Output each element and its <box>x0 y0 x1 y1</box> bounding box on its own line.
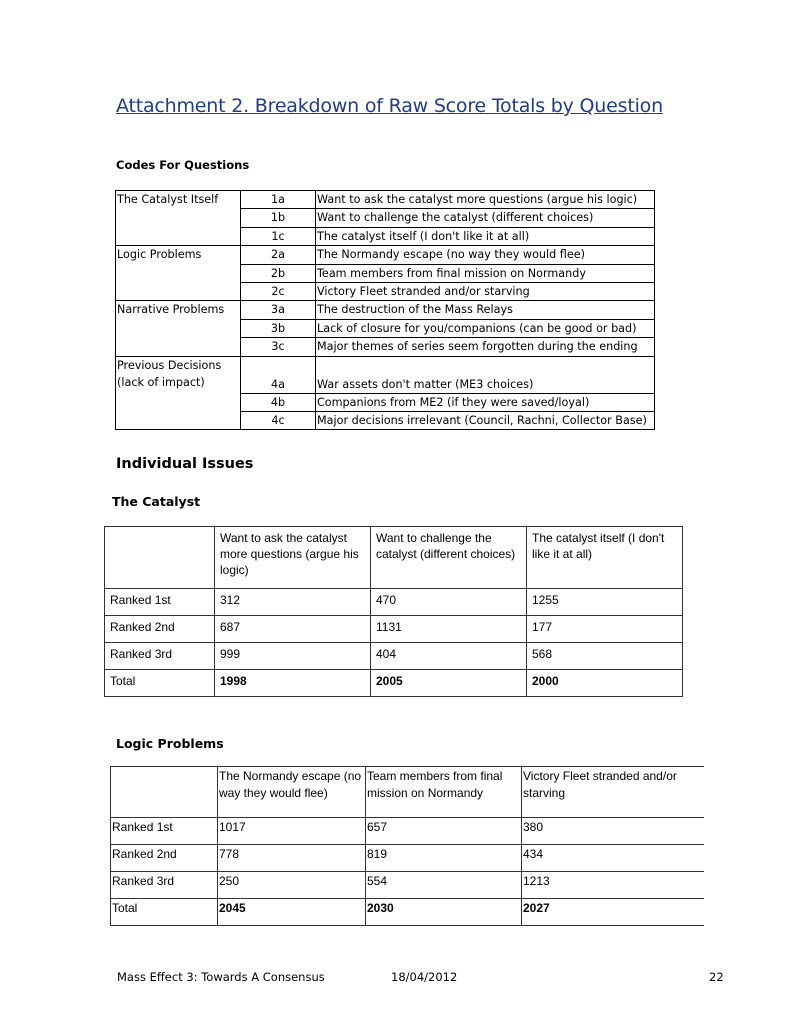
table-cell: 1213 <box>522 872 705 899</box>
page-title: Attachment 2. Breakdown of Raw Score Totals by Question <box>116 95 663 117</box>
column-header: Team members from final mission on Normandy <box>366 767 522 818</box>
table-cell: 999 <box>215 643 371 670</box>
column-header: Victory Fleet stranded and/or starving <box>522 767 705 818</box>
logic-problems-table <box>110 766 704 926</box>
code-cell: 4b <box>241 393 316 411</box>
codes-heading: Codes For Questions <box>116 158 250 172</box>
individual-issues-heading: Individual Issues <box>116 456 254 472</box>
group-label: Previous Decisions (lack of impact) <box>116 356 241 393</box>
table-cell: 1017 <box>218 818 366 845</box>
catalyst-table <box>104 526 683 697</box>
codes-table <box>115 190 655 430</box>
code-cell: 4a <box>241 356 316 393</box>
total-cell: 2000 <box>527 670 683 697</box>
code-description: Companions from ME2 (if they were saved/loyal) <box>316 393 655 411</box>
table-row <box>116 209 655 227</box>
table-cell: 1255 <box>527 589 683 616</box>
table-row <box>111 818 705 845</box>
footer-date: 18/04/2012 <box>391 970 458 984</box>
group-label-empty <box>116 282 241 300</box>
table-row <box>111 899 705 926</box>
table-row <box>105 670 683 697</box>
table-header-row <box>111 767 705 818</box>
table-row <box>116 393 655 411</box>
total-cell: 2045 <box>218 899 366 926</box>
table-row <box>105 616 683 643</box>
column-header: Want to ask the catalyst more questions (argue his logic) <box>215 527 371 589</box>
group-label-empty <box>116 227 241 245</box>
table-row <box>116 356 655 393</box>
table-row <box>116 246 655 264</box>
footer-page-number: 22 <box>709 970 724 984</box>
logic-heading: Logic Problems <box>116 736 224 751</box>
code-description: The Normandy escape (no way they would flee) <box>316 246 655 264</box>
row-label: Ranked 2nd <box>111 845 218 872</box>
code-cell: 3b <box>241 319 316 337</box>
row-label: Ranked 1st <box>105 589 215 616</box>
code-description: Major themes of series seem forgotten during the ending <box>316 338 655 356</box>
header-corner-cell <box>105 527 215 589</box>
row-label: Total <box>105 670 215 697</box>
code-description: Lack of closure for you/companions (can be good or bad) <box>316 319 655 337</box>
table-cell: 177 <box>527 616 683 643</box>
table-cell: 404 <box>371 643 527 670</box>
row-label: Ranked 1st <box>111 818 218 845</box>
table-cell: 312 <box>215 589 371 616</box>
total-cell: 2030 <box>366 899 522 926</box>
code-description: Team members from final mission on Normandy <box>316 264 655 282</box>
table-cell: 434 <box>522 845 705 872</box>
code-description: Victory Fleet stranded and/or starving <box>316 282 655 300</box>
row-label: Ranked 3rd <box>111 872 218 899</box>
code-cell: 2c <box>241 282 316 300</box>
code-description: Major decisions irrelevant (Council, Rachni, Collector Base) <box>316 411 655 429</box>
code-cell: 3c <box>241 338 316 356</box>
code-description: The destruction of the Mass Relays <box>316 301 655 319</box>
table-cell: 687 <box>215 616 371 643</box>
row-label: Total <box>111 899 218 926</box>
table-row <box>105 589 683 616</box>
table-row <box>116 191 655 209</box>
table-cell: 819 <box>366 845 522 872</box>
code-description: War assets don't matter (ME3 choices) <box>316 356 655 393</box>
code-description: Want to challenge the catalyst (different choices) <box>316 209 655 227</box>
table-cell: 1131 <box>371 616 527 643</box>
total-cell: 2027 <box>522 899 705 926</box>
group-label: Narrative Problems <box>116 301 241 319</box>
group-label: The Catalyst Itself <box>116 191 241 209</box>
total-cell: 2005 <box>371 670 527 697</box>
header-corner-cell <box>111 767 218 818</box>
code-description: The catalyst itself (I don't like it at all) <box>316 227 655 245</box>
row-label: Ranked 3rd <box>105 643 215 670</box>
code-cell: 4c <box>241 411 316 429</box>
table-cell: 554 <box>366 872 522 899</box>
table-row <box>116 264 655 282</box>
group-label-empty <box>116 411 241 429</box>
table-row <box>105 643 683 670</box>
catalyst-heading: The Catalyst <box>112 494 201 509</box>
table-row <box>116 411 655 429</box>
table-cell: 778 <box>218 845 366 872</box>
code-description: Want to ask the catalyst more questions (argue his logic) <box>316 191 655 209</box>
table-row <box>116 282 655 300</box>
table-row <box>116 227 655 245</box>
table-row <box>116 319 655 337</box>
code-cell: 3a <box>241 301 316 319</box>
table-header-row <box>105 527 683 589</box>
table-cell: 250 <box>218 872 366 899</box>
code-cell: 1b <box>241 209 316 227</box>
group-label: Logic Problems <box>116 246 241 264</box>
column-header: Want to challenge the catalyst (different choices) <box>371 527 527 589</box>
table-row <box>111 872 705 899</box>
table-cell: 470 <box>371 589 527 616</box>
group-label-empty <box>116 264 241 282</box>
table-row <box>111 845 705 872</box>
group-label-empty <box>116 393 241 411</box>
table-cell: 568 <box>527 643 683 670</box>
table-row <box>116 338 655 356</box>
code-cell: 2b <box>241 264 316 282</box>
table-cell: 657 <box>366 818 522 845</box>
code-cell: 1c <box>241 227 316 245</box>
footer-doc-title: Mass Effect 3: Towards A Consensus <box>117 970 325 984</box>
group-label-empty <box>116 319 241 337</box>
table-cell: 380 <box>522 818 705 845</box>
column-header: The Normandy escape (no way they would flee) <box>218 767 366 818</box>
code-cell: 1a <box>241 191 316 209</box>
code-cell: 2a <box>241 246 316 264</box>
total-cell: 1998 <box>215 670 371 697</box>
table-row <box>116 301 655 319</box>
group-label-empty <box>116 338 241 356</box>
group-label-empty <box>116 209 241 227</box>
row-label: Ranked 2nd <box>105 616 215 643</box>
column-header: The catalyst itself (I don't like it at all) <box>527 527 683 589</box>
